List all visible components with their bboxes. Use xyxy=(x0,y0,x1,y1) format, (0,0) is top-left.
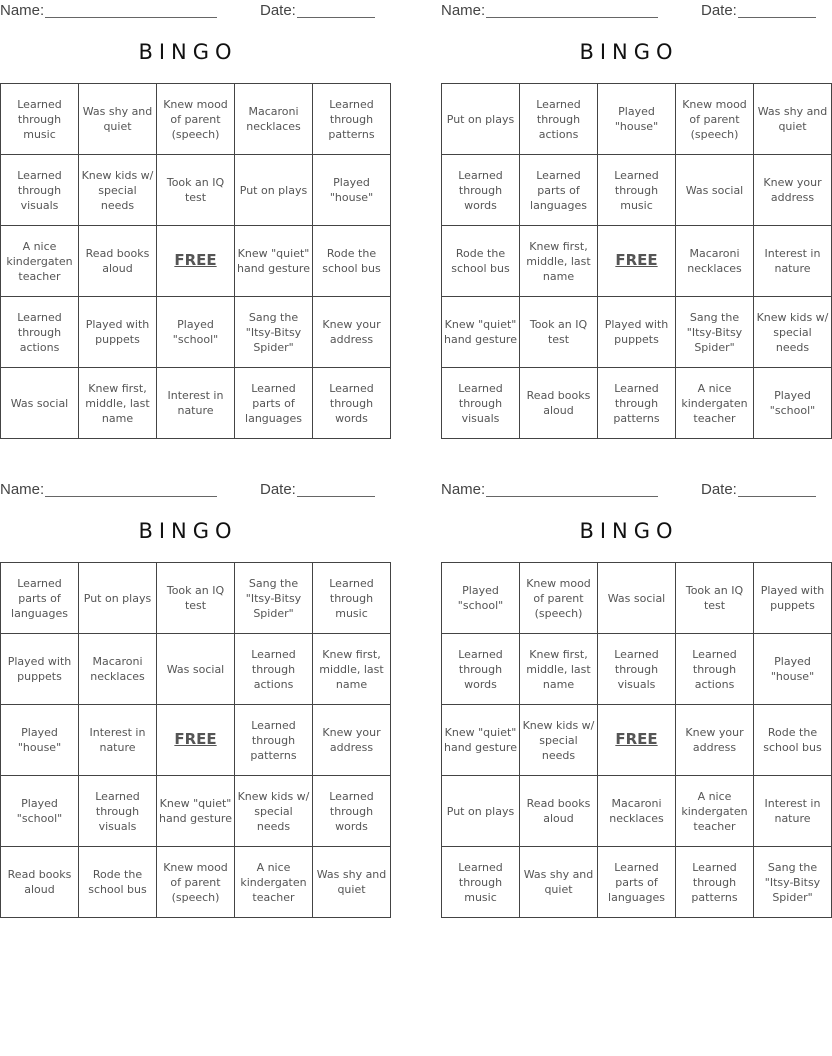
bingo-cell: Rode the school bus xyxy=(442,226,520,297)
bingo-cell: Learned through music xyxy=(1,84,79,155)
bingo-cell: Learned through visuals xyxy=(1,155,79,226)
bingo-card-2 xyxy=(441,0,829,440)
bingo-card-4 xyxy=(441,479,825,919)
bingo-cell: Knew your address xyxy=(313,705,391,776)
bingo-cell: Interest in nature xyxy=(754,776,832,847)
bingo-cell: Sang the "Itsy-Bitsy Spider" xyxy=(676,297,754,368)
bingo-row xyxy=(442,847,832,918)
bingo-row xyxy=(1,84,391,155)
bingo-free-space xyxy=(598,705,676,776)
card-header xyxy=(0,0,376,22)
bingo-cell: Interest in nature xyxy=(754,226,832,297)
bingo-cell: Sang the "Itsy-Bitsy Spider" xyxy=(235,297,313,368)
bingo-cell: Played "house" xyxy=(1,705,79,776)
date-blank-line xyxy=(738,17,816,18)
bingo-cell: Read books aloud xyxy=(79,226,157,297)
name-blank-line xyxy=(45,496,217,497)
card-header xyxy=(441,479,817,501)
bingo-cell: Knew mood of parent (speech) xyxy=(520,563,598,634)
free-space-label: FREE xyxy=(174,251,217,269)
bingo-cell: Knew "quiet" hand gesture xyxy=(442,705,520,776)
bingo-free-space xyxy=(157,705,235,776)
bingo-cell: A nice kindergaten teacher xyxy=(676,368,754,439)
bingo-cell: Learned through patterns xyxy=(313,84,391,155)
bingo-cell: Knew first, middle, last name xyxy=(313,634,391,705)
name-blank-line xyxy=(45,17,217,18)
bingo-cell: Learned through words xyxy=(313,368,391,439)
bingo-cell: Learned through words xyxy=(442,155,520,226)
bingo-cell: Knew your address xyxy=(676,705,754,776)
bingo-cell: Macaroni necklaces xyxy=(235,84,313,155)
date-blank-line xyxy=(297,496,375,497)
bingo-cell: Played with puppets xyxy=(79,297,157,368)
bingo-row xyxy=(1,847,391,918)
bingo-cell: Learned parts of languages xyxy=(1,563,79,634)
name-label: Name: xyxy=(441,481,486,498)
bingo-cell: Read books aloud xyxy=(520,368,598,439)
bingo-cell: Learned through words xyxy=(313,776,391,847)
bingo-cell: Knew mood of parent (speech) xyxy=(157,84,235,155)
bingo-cell: Played with puppets xyxy=(1,634,79,705)
bingo-row xyxy=(442,226,832,297)
bingo-grid xyxy=(0,562,391,918)
bingo-row xyxy=(442,634,832,705)
bingo-cell: Knew first, middle, last name xyxy=(520,634,598,705)
bingo-cell: Knew your address xyxy=(754,155,832,226)
bingo-cell: Played with puppets xyxy=(754,563,832,634)
bingo-cell: Rode the school bus xyxy=(754,705,832,776)
bingo-row xyxy=(1,226,391,297)
bingo-cell: Learned through patterns xyxy=(598,368,676,439)
bingo-cell: A nice kindergaten teacher xyxy=(235,847,313,918)
bingo-cell: Played "house" xyxy=(754,634,832,705)
bingo-cell: Put on plays xyxy=(79,563,157,634)
bingo-free-space xyxy=(598,226,676,297)
name-blank-line xyxy=(486,496,658,497)
date-label: Date: xyxy=(260,481,296,498)
bingo-cell: Was social xyxy=(1,368,79,439)
bingo-cell: Knew kids w/ special needs xyxy=(520,705,598,776)
bingo-row xyxy=(442,84,832,155)
bingo-cell: Learned through patterns xyxy=(235,705,313,776)
free-space-label: FREE xyxy=(174,730,217,748)
bingo-title: BINGO xyxy=(138,40,238,64)
bingo-cell: Learned through actions xyxy=(235,634,313,705)
bingo-row xyxy=(442,776,832,847)
bingo-cell: Knew your address xyxy=(313,297,391,368)
bingo-cell: Learned through visuals xyxy=(442,368,520,439)
bingo-cell: Was shy and quiet xyxy=(79,84,157,155)
bingo-cell: Was social xyxy=(598,563,676,634)
bingo-cell: Knew kids w/ special needs xyxy=(754,297,832,368)
bingo-row xyxy=(1,634,391,705)
bingo-cell: Read books aloud xyxy=(1,847,79,918)
bingo-cell: Macaroni necklaces xyxy=(79,634,157,705)
bingo-cell: Was social xyxy=(157,634,235,705)
free-space-label: FREE xyxy=(615,251,658,269)
bingo-cell: Learned through actions xyxy=(520,84,598,155)
date-blank-line xyxy=(297,17,375,18)
bingo-cell: Took an IQ test xyxy=(676,563,754,634)
bingo-cell: Sang the "Itsy-Bitsy Spider" xyxy=(235,563,313,634)
date-label: Date: xyxy=(260,2,296,19)
bingo-cell: Took an IQ test xyxy=(157,155,235,226)
bingo-title: BINGO xyxy=(579,519,679,543)
bingo-row xyxy=(1,563,391,634)
bingo-cell: Was social xyxy=(676,155,754,226)
bingo-cell: Learned through music xyxy=(313,563,391,634)
bingo-cell: Knew first, middle, last name xyxy=(520,226,598,297)
bingo-card-3 xyxy=(0,479,387,919)
bingo-cell: Was shy and quiet xyxy=(754,84,832,155)
bingo-title: BINGO xyxy=(138,519,238,543)
bingo-cell: Knew mood of parent (speech) xyxy=(676,84,754,155)
bingo-cell: Played "school" xyxy=(1,776,79,847)
bingo-cell: Took an IQ test xyxy=(520,297,598,368)
bingo-cell: A nice kindergaten teacher xyxy=(676,776,754,847)
bingo-cell: Learned parts of languages xyxy=(520,155,598,226)
bingo-cell: Macaroni necklaces xyxy=(676,226,754,297)
bingo-cell: Learned through actions xyxy=(1,297,79,368)
bingo-cell: Was shy and quiet xyxy=(313,847,391,918)
bingo-cell: Learned parts of languages xyxy=(235,368,313,439)
bingo-cell: Learned through music xyxy=(598,155,676,226)
bingo-row xyxy=(442,297,832,368)
bingo-cell: Sang the "Itsy-Bitsy Spider" xyxy=(754,847,832,918)
bingo-row xyxy=(1,776,391,847)
bingo-cell: Played "school" xyxy=(754,368,832,439)
bingo-row xyxy=(1,368,391,439)
bingo-cell: Knew first, middle, last name xyxy=(79,368,157,439)
bingo-cell: Rode the school bus xyxy=(79,847,157,918)
bingo-cell: Learned through patterns xyxy=(676,847,754,918)
bingo-cell: Took an IQ test xyxy=(157,563,235,634)
bingo-grid xyxy=(441,83,832,439)
bingo-cell: Knew kids w/ special needs xyxy=(79,155,157,226)
name-label: Name: xyxy=(0,2,45,19)
bingo-cell: Macaroni necklaces xyxy=(598,776,676,847)
bingo-cell: Played "school" xyxy=(442,563,520,634)
bingo-cell: Learned through visuals xyxy=(79,776,157,847)
bingo-cell: A nice kindergaten teacher xyxy=(1,226,79,297)
bingo-cell: Put on plays xyxy=(442,84,520,155)
card-header xyxy=(0,479,376,501)
bingo-grid xyxy=(0,83,391,439)
bingo-grid xyxy=(441,562,832,918)
bingo-row xyxy=(442,563,832,634)
bingo-card-1 xyxy=(0,0,381,440)
bingo-cell: Knew mood of parent (speech) xyxy=(157,847,235,918)
bingo-cell: Read books aloud xyxy=(520,776,598,847)
bingo-row xyxy=(1,155,391,226)
bingo-cell: Played with puppets xyxy=(598,297,676,368)
bingo-row xyxy=(1,705,391,776)
bingo-cell: Knew kids w/ special needs xyxy=(235,776,313,847)
free-space-label: FREE xyxy=(615,730,658,748)
bingo-cell: Was shy and quiet xyxy=(520,847,598,918)
bingo-cell: Interest in nature xyxy=(157,368,235,439)
bingo-cell: Knew "quiet" hand gesture xyxy=(235,226,313,297)
bingo-cell: Put on plays xyxy=(235,155,313,226)
bingo-cell: Knew "quiet" hand gesture xyxy=(442,297,520,368)
bingo-cell: Knew "quiet" hand gesture xyxy=(157,776,235,847)
bingo-cell: Learned through words xyxy=(442,634,520,705)
name-label: Name: xyxy=(441,2,486,19)
name-blank-line xyxy=(486,17,658,18)
bingo-row xyxy=(442,368,832,439)
bingo-cell: Put on plays xyxy=(442,776,520,847)
bingo-cell: Played "school" xyxy=(157,297,235,368)
bingo-free-space xyxy=(157,226,235,297)
bingo-row xyxy=(442,705,832,776)
bingo-cell: Interest in nature xyxy=(79,705,157,776)
date-label: Date: xyxy=(701,2,737,19)
bingo-cell: Learned parts of languages xyxy=(598,847,676,918)
bingo-title: BINGO xyxy=(579,40,679,64)
bingo-cell: Played "house" xyxy=(598,84,676,155)
bingo-row xyxy=(442,155,832,226)
bingo-cell: Rode the school bus xyxy=(313,226,391,297)
bingo-cell: Learned through music xyxy=(442,847,520,918)
card-header xyxy=(441,0,817,22)
name-label: Name: xyxy=(0,481,45,498)
bingo-cell: Played "house" xyxy=(313,155,391,226)
date-label: Date: xyxy=(701,481,737,498)
bingo-cell: Learned through actions xyxy=(676,634,754,705)
bingo-cell: Learned through visuals xyxy=(598,634,676,705)
date-blank-line xyxy=(738,496,816,497)
bingo-row xyxy=(1,297,391,368)
